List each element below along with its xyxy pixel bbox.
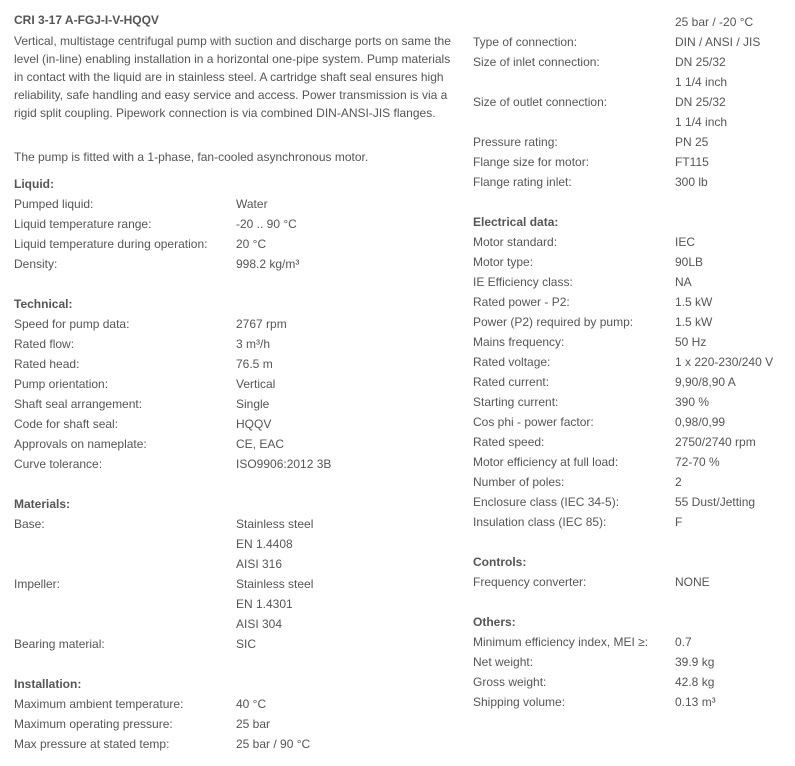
spec-label: Motor efficiency at full load: [473,455,619,469]
spec-label: Bearing material: [14,637,105,651]
spec-value: Stainless steel [236,517,314,531]
spec-value: 3 m³/h [236,337,271,351]
materials-title: Materials: [14,497,71,511]
spec-label: Shipping volume: [473,695,566,709]
spec-value: Stainless steel [236,577,314,591]
spec-label: Insulation class (IEC 85): [473,515,607,529]
liquid-title: Liquid: [14,177,54,191]
spec-value: F [675,515,683,529]
spec-value: FT115 [675,155,709,169]
spec-value: 2 [675,475,682,489]
spec-value: 1 1/4 inch [675,75,728,89]
controls-title: Controls: [473,555,527,569]
spec-label: Code for shaft seal: [14,417,119,431]
spec-value: -20 .. 90 °C [236,217,297,231]
spec-label: Pressure rating: [473,135,558,149]
spec-value: SIC [236,637,257,651]
spec-value: 20 °C [236,237,267,251]
spec-label: Power (P2) required by pump: [473,315,634,329]
spec-value: 90LB [675,255,704,269]
electrical-title: Electrical data: [473,215,559,229]
spec-label: Liquid temperature during operation: [14,237,208,251]
motor-note: The pump is fitted with a 1-phase, fan-cooled asynchronous motor. [14,150,369,164]
spec-label: Motor type: [473,255,534,269]
spec-label: Rated flow: [14,337,75,351]
spec-value: IEC [675,235,696,249]
product-title: CRI 3-17 A-FGJ-I-V-HQQV [14,13,159,27]
spec-value: 76.5 m [236,357,273,371]
spec-label: Flange size for motor: [473,155,590,169]
installation-title: Installation: [14,677,82,691]
spec-label: Size of outlet connection: [473,95,608,109]
spec-label: Size of inlet connection: [473,55,600,69]
spec-label: Rated current: [473,375,550,389]
spec-label: Base: [14,517,45,531]
spec-label: Impeller: [14,577,61,591]
spec-value: 25 bar / 90 °C [236,737,311,751]
spec-value: 1 x 220-230/240 V [675,355,774,369]
spec-label: Curve tolerance: [14,457,103,471]
spec-value: DN 25/32 [675,55,726,69]
spec-label: IE Efficiency class: [473,275,573,289]
spec-value: 998.2 kg/m³ [236,257,300,271]
spec-label: Motor standard: [473,235,558,249]
spec-value: 9,90/8,90 A [675,375,736,389]
spec-value: EN 1.4408 [236,537,293,551]
spec-label: Starting current: [473,395,559,409]
spec-label: Pump orientation: [14,377,109,391]
spec-value: HQQV [236,417,272,431]
spec-label: Max pressure at stated temp: [14,737,170,751]
spec-value: 1.5 kW [675,295,713,309]
spec-value: 50 Hz [675,335,707,349]
spec-label: Number of poles: [473,475,565,489]
spec-label: Cos phi - power factor: [473,415,594,429]
spec-value: Single [236,397,270,411]
spec-value: DN 25/32 [675,95,726,109]
spec-label: Maximum ambient temperature: [14,697,184,711]
spec-value: 390 % [675,395,710,409]
spec-value: AISI 316 [236,557,283,571]
spec-value: DIN / ANSI / JIS [675,35,761,49]
spec-value: 72-70 % [675,455,720,469]
product-description: Vertical, multistage centrifugal pump with suction and discharge ports on same the level (in-line) enabling installation in a horizontal one-pipe system. Pump materials in contact with the liquid are in stainless steel. A cartridge shaft seal ensures high reliability, safe handling and easy service and access. Power transmission is via a rigid split coupling. Pipework connection is via combined DIN-ANSI-JIS flanges. [14,34,451,120]
spec-value: 300 lb [675,175,708,189]
spec-label: Minimum efficiency index, MEI ≥: [473,635,649,649]
others-title: Others: [473,615,516,629]
spec-value: 25 bar / -20 °C [675,15,754,29]
spec-value: 2767 rpm [236,317,287,331]
spec-label: Maximum operating pressure: [14,717,173,731]
spec-value: 55 Dust/Jetting [675,495,756,509]
spec-value: 0.13 m³ [675,695,716,709]
spec-value: Water [236,197,268,211]
spec-value: NONE [675,575,710,589]
spec-label: Frequency converter: [473,575,587,589]
spec-label: Density: [14,257,58,271]
spec-value: AISI 304 [236,617,283,631]
spec-label: Rated power - P2: [473,295,570,309]
spec-value: CE, EAC [236,437,285,451]
spec-label: Rated voltage: [473,355,551,369]
spec-value: 0.7 [675,635,692,649]
spec-label: Mains frequency: [473,335,565,349]
spec-value: 25 bar [236,717,271,731]
spec-value: 40 °C [236,697,267,711]
technical-title: Technical: [14,297,73,311]
spec-value: 1 1/4 inch [675,115,728,129]
spec-label: Flange rating inlet: [473,175,572,189]
spec-label: Rated head: [14,357,80,371]
spec-value: 42.8 kg [675,675,715,689]
spec-value: 2750/2740 rpm [675,435,756,449]
spec-label: Shaft seal arrangement: [14,397,143,411]
spec-value: ISO9906:2012 3B [236,457,332,471]
spec-value: Vertical [236,377,276,391]
spec-label: Net weight: [473,655,534,669]
spec-value: 1.5 kW [675,315,713,329]
spec-label: Type of connection: [473,35,578,49]
spec-value: EN 1.4301 [236,597,293,611]
spec-value: PN 25 [675,135,709,149]
spec-value: NA [675,275,692,289]
spec-value: 39.9 kg [675,655,715,669]
spec-value: 0,98/0,99 [675,415,726,429]
spec-label: Pumped liquid: [14,197,94,211]
spec-label: Rated speed: [473,435,545,449]
spec-label: Speed for pump data: [14,317,130,331]
spec-label: Approvals on nameplate: [14,437,147,451]
spec-label: Liquid temperature range: [14,217,152,231]
spec-label: Enclosure class (IEC 34-5): [473,495,620,509]
spec-label: Gross weight: [473,675,547,689]
